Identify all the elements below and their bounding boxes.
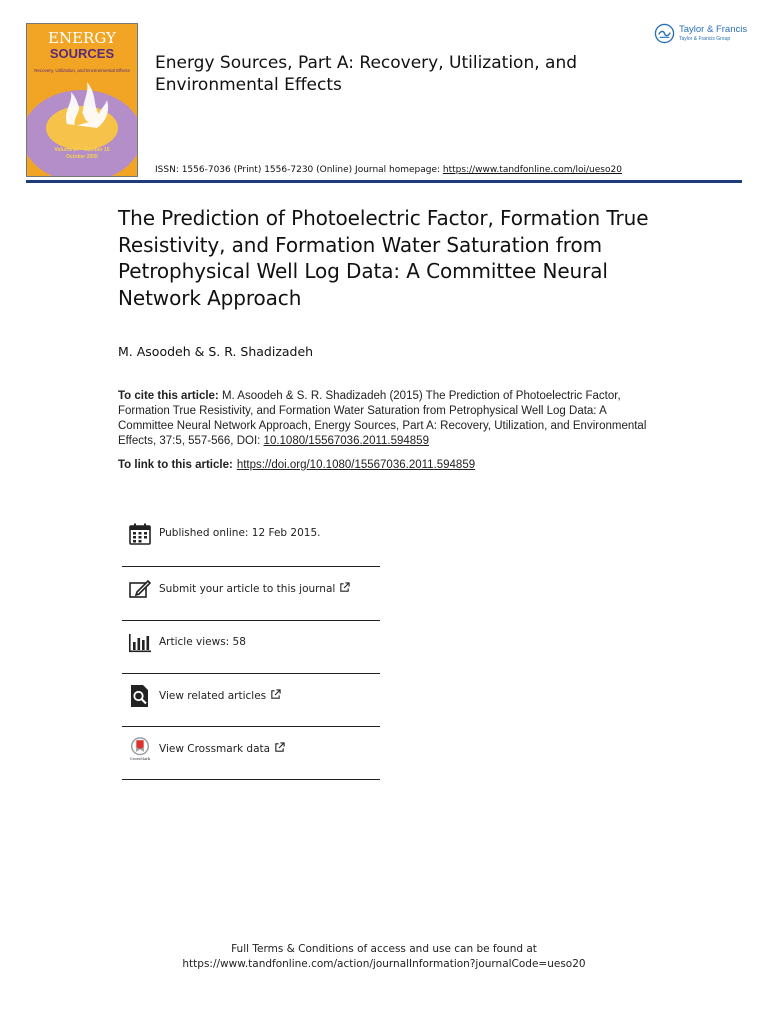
cover-subtitle: Recovery, Utilization, and Environmental Effects	[34, 68, 130, 73]
article-title: The Prediction of Photoelectric Factor, Formation True Resistivity, and Formation Water Saturation from Petrophysical Well Log Data: A Committee Neural Network Approach	[118, 206, 649, 310]
edit-icon	[128, 577, 152, 601]
crossmark-caption: CrossMark	[129, 757, 151, 761]
footer-terms-link[interactable]: https://www.tandfonline.com/action/journalInformation?journalCode=ueso20	[182, 958, 586, 970]
search-document-icon	[128, 684, 152, 708]
issn-line	[155, 165, 622, 175]
published-online-text: Published online: 12 Feb 2015.	[159, 527, 321, 539]
crossmark-icon	[128, 737, 152, 761]
article-views-row	[122, 621, 380, 674]
publisher-name: Taylor & Francis	[679, 24, 748, 35]
publisher-group: Taylor & Francis Group	[679, 36, 731, 42]
external-link-icon	[270, 689, 281, 700]
article-doi-link[interactable]: https://doi.org/10.1080/15567036.2011.594859	[236, 459, 476, 471]
cover-title-line1: ENERGY	[48, 29, 116, 47]
footer-terms	[0, 942, 768, 972]
journal-homepage-link[interactable]: https://www.tandfonline.com/loi/ueso20	[442, 165, 622, 175]
cover-issue-date: October 2005	[66, 154, 98, 160]
article-link-line	[118, 459, 475, 471]
bar-chart-icon	[128, 631, 152, 655]
cite-label: To cite this article:	[118, 390, 219, 402]
external-link-icon	[274, 742, 285, 753]
taylor-francis-logo-icon	[654, 23, 675, 44]
article-views-text: Article views: 58	[159, 636, 246, 648]
crossmark-link[interactable]: View Crossmark data	[159, 743, 271, 755]
issn-text: ISSN: 1556-7036 (Print) 1556-7230 (Online) Journal homepage:	[155, 165, 443, 175]
submit-article-row[interactable]	[122, 567, 380, 621]
publisher-logo[interactable]	[654, 22, 754, 48]
related-articles-row[interactable]	[122, 674, 380, 727]
published-online-row	[122, 512, 380, 567]
citation-block	[118, 389, 648, 449]
link-label: To link to this article:	[118, 459, 233, 471]
related-articles-link[interactable]: View related articles	[159, 690, 267, 702]
article-authors[interactable]: M. Asoodeh & S. R. Shadizadeh	[118, 344, 314, 359]
journal-title[interactable]: Energy Sources, Part A: Recovery, Utilization, and Environmental Effects	[155, 53, 578, 95]
cite-text: M. Asoodeh & S. R. Shadizadeh (2015) The Prediction of Photoelectric Factor, Formation True Resistivity, and Formation Water Saturation from Petrophysical Well Log Data: A Committee Neural Network Approach, Energy Sources, Part A: Recovery, Utilization, and Environmental Effects, 37:5, 557-566, DOI:	[118, 390, 647, 447]
header-divider	[26, 180, 742, 183]
article-info-list	[122, 512, 380, 780]
external-link-icon	[339, 582, 350, 593]
crossmark-row[interactable]	[122, 727, 380, 780]
cite-doi-link[interactable]: 10.1080/15567036.2011.594859	[263, 435, 429, 447]
footer-terms-text: Full Terms & Conditions of access and use can be found at	[231, 943, 537, 955]
calendar-icon	[128, 522, 152, 546]
journal-cover-image	[26, 23, 138, 177]
submit-article-link[interactable]: Submit your article to this journal	[159, 583, 336, 595]
cover-title-line2: SOURCES	[49, 46, 115, 61]
cover-volume: Volume 27 • Number 15	[54, 147, 110, 153]
